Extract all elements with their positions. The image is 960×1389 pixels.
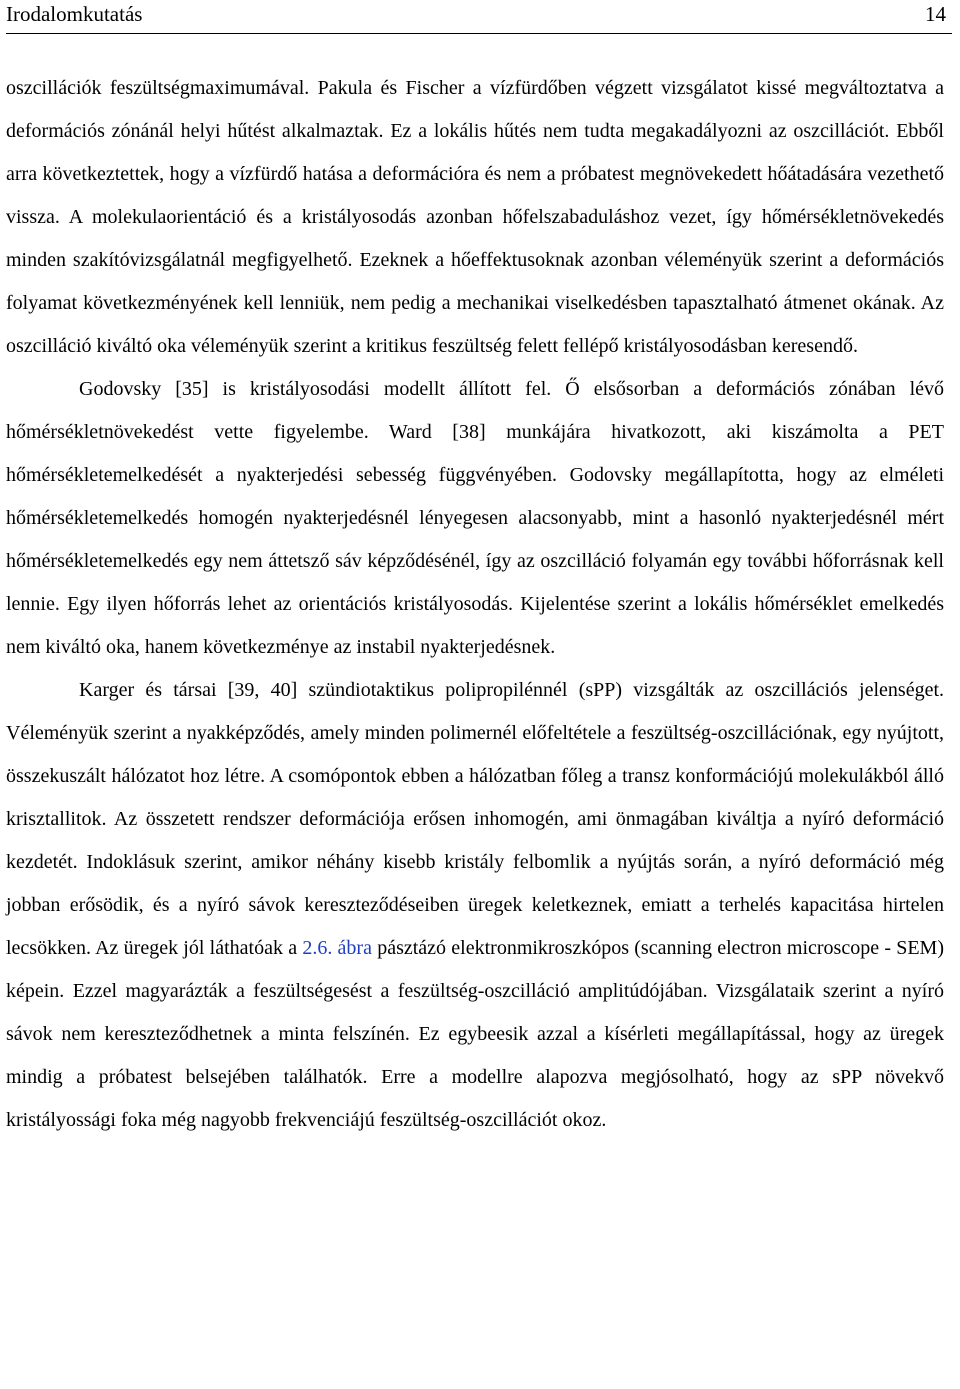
section-title: Irodalomkutatás	[6, 2, 143, 26]
figure-reference-link[interactable]: 2.6. ábra	[302, 937, 372, 959]
page-number: 14	[925, 2, 946, 26]
body-text	[6, 67, 944, 1142]
running-header	[6, 0, 952, 34]
paragraph-karger	[6, 669, 944, 1142]
paragraph-text-before-ref: Karger és társai [39, 40] szündiotaktikus polipropilénnél (sPP) vizsgálták az oszcillációs jelenséget. Véleményük szerint a nyakképződés, amely minden polimernél előfeltétele a feszültség-oszcillációnak, egy nyújtott, összekuszált hálózatot hoz létre. A csomópontok ebben a hálózatban főleg a transz konformációjú molekulákból álló krisztallitok. Az összetett rendszer deformációja erősen inhomogén, ami önmagában kiváltja a nyíró deformáció kezdetét. Indoklásuk szerint, amikor néhány kisebb kristály felbomlik a nyújtás során, a nyíró deformáció még jobban erősödik, és a nyíró sávok kereszteződéseiben üregek keletkeznek, emiatt a terhelés kapacitása hirtelen lecsökken. Az üregek jól láthatóak a	[6, 679, 944, 959]
paragraph-continuation: oszcillációk feszültségmaximumával. Pakula és Fischer a vízfürdőben végzett vizsgálatot kissé megváltoztatva a deformációs zónánál helyi hűtést alkalmaztak. Ez a lokális hűtés nem tudta megakadályozni az oszcillációt. Ebből arra következtettek, hogy a vízfürdő hatása a deformációra és nem a próbatest megnövekedett hőátadására vezethető vissza. A molekulaorientáció és a kristályosodás azonban hőfelszabaduláshoz vezet, így hőmérsékletnövekedés minden szakítóvizsgálatnál megfigyelhető. Ezeknek a hőeffektusoknak azonban véleményük szerint a deformációs folyamat következményének kell lenniük, nem pedig a mechanikai viselkedésben tapasztalható átmenet okának. Az oszcilláció kiváltó oka véleményük szerint a kritikus feszültség felett fellépő kristályosodásban keresendő.	[6, 77, 944, 357]
paragraph-godovsky: Godovsky [35] is kristályosodási modellt állított fel. Ő elsősorban a deformációs zónában lévő hőmérsékletnövekedést vette figyelembe. Ward [38] munkájára hivatkozott, aki kiszámolta a PET hőmérsékletemelkedését a nyakterjedési sebesség függvényében. Godovsky megállapította, hogy az elméleti hőmérsékletemelkedés homogén nyakterjedésnél lényegesen alacsonyabb, mint a hasonló nyakterjedésnél mért hőmérsékletemelkedés egy nem áttetsző sáv képződésénél, így az oszcilláció folyamán egy további hőforrásnak kell lennie. Egy ilyen hőforrás lehet az orientációs kristályosodás. Kijelentése szerint a lokális hőmérséklet emelkedés nem kiváltó oka, hanem következménye az instabil nyakterjedésnek.	[6, 378, 944, 658]
paragraph-text-after-ref: pásztázó elektronmikroszkópos (scanning electron microscope - SEM) képein. Ezzel magyarázták a feszültségesést a feszültség-oszcilláció amplitúdójában. Vizsgálataik szerint a nyíró sávok nem kereszteződhetnek a minta felszínén. Ez egybeesik azzal a kísérleti megállapítással, hogy az üregek mindig a próbatest belsejében találhatók. Erre a modellre alapozva megjósolható, hogy az sPP növekvő kristályossági foka még nagyobb frekvenciájú feszültség-oszcillációt okoz.	[6, 937, 944, 1131]
